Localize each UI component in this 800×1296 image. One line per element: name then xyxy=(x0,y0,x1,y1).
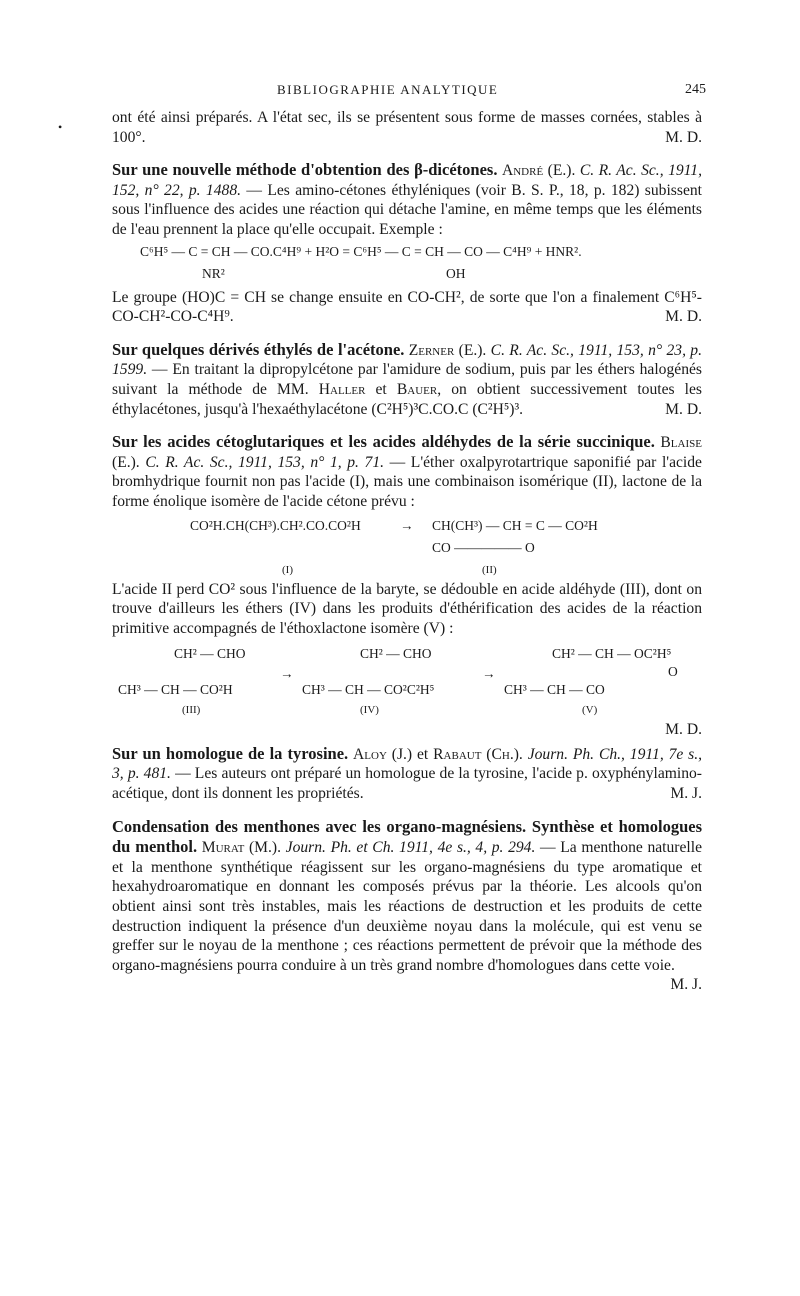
entry-author-2: Rabaut (Ch.). xyxy=(433,745,523,763)
entry-paragraph xyxy=(112,432,702,511)
entry-body-a: — En traitant la dipropylcétone par l'amidure de sodium, puis par les éthers halogénés suivant la méthode de MM. xyxy=(112,361,702,398)
formula-iv-top: CH² — CHO xyxy=(360,646,432,662)
label-v: (V) xyxy=(582,704,598,717)
entry-author: Zerner (E.). xyxy=(408,341,487,359)
intro-text: ont été ainsi préparés. A l'état sec, ils se présentent sous forme de masses cornées, stables à 100°. xyxy=(112,109,702,146)
formula-i: CO²H.CH(CH³).CH².CO.CO²H xyxy=(190,517,361,533)
entry-body-2: L'acide II perd CO² sous l'influence de la baryte, se dédouble en acide aldéhyde (III), dont on trouve d'ailleurs les éthers (IV) dans les produits d'éthérification des acides de la réaction primitive accompagnés de l'éthoxlactone isomère (V) : xyxy=(112,580,702,637)
entry-body-c: on obtient successivement toutes les éthylacétones, jusqu'à l'hexaéthylacétone (C²H⁵)³C.CO.C (C²H⁵)³. xyxy=(112,380,702,418)
entry-beta-dicetones xyxy=(112,160,702,327)
equation-block xyxy=(112,244,702,288)
entry-body: — L'éther oxalpyrotartrique saponifié par l'acide bromhydrique fournit non pas l'acide (I), mais une combinaison isomérique (II), lactone de la forme énolique isomère de l'acide cétone prévu : xyxy=(112,453,702,510)
entry-paragraph xyxy=(112,340,702,419)
label-iv: (IV) xyxy=(360,704,379,717)
entry-and: et xyxy=(417,745,429,763)
entry-body: — Les auteurs ont préparé un homologue de la tyrosine, l'acide p. oxyphénylamino-acétique, dont ils donnent les propriétés. xyxy=(112,765,702,803)
formula-v-bottom: CH³ — CH — CO xyxy=(504,682,605,698)
page-body xyxy=(112,80,706,995)
equation: C⁶H⁵ — C = CH — CO.C⁴H⁹ + H²O = C⁶H⁵ — C = CH — CO — C⁴H⁹ + HNR². xyxy=(140,243,582,259)
entry-name-haller: Haller xyxy=(318,380,366,398)
entry-author: Murat (M.). xyxy=(201,839,282,857)
substituent-nr2: NR² xyxy=(202,265,225,281)
arrow: → xyxy=(400,517,414,533)
entry-author: Blaise (E.). xyxy=(112,434,702,471)
reaction-scheme-1 xyxy=(112,518,702,580)
entry-title: Condensation des menthones avec les organo-magnésiens. Synthèse et homologues du menthol. xyxy=(112,816,702,857)
formula-iii-bottom: CH³ — CH — CO²H xyxy=(118,682,233,698)
entry-tyrosine xyxy=(112,744,702,804)
label-ii: (II) xyxy=(482,563,497,576)
entry-ethyl-acetone xyxy=(112,340,702,419)
entry-citation: Journ. Ph. et Ch. 1911, 4e s., 4, p. 294. xyxy=(285,839,536,857)
entry-initials: M. J. xyxy=(670,976,702,994)
page-number: 245 xyxy=(685,82,706,97)
entry-citation: Journ. Ph. Ch., 1911, 7e s., 3, p. 481. xyxy=(112,745,703,783)
entry-initials: M. J. xyxy=(670,785,702,803)
entry-paragraph-2 xyxy=(112,288,702,327)
substituent-oh: OH xyxy=(446,265,466,281)
formula-v-oxygen: O xyxy=(668,664,678,680)
formula-ii-bottom: CO ————— O xyxy=(432,539,535,555)
label-iii: (III) xyxy=(182,704,201,717)
formula-v-top: CH² — CH — OC²H⁵ xyxy=(552,646,672,662)
entry-body: — La menthone naturelle et la menthone synthétique réagissent sur les organo-magnésiens du type aromatique et hexahydroaromatique en donnant les composés prévus par la théorie. Les alcools qu'on obtient ainsi sont très instables, mais les réactions de destruction et les produits de cette destruction indiquent la présence d'un deuxième noyau dans la molécule, qui est venu se greffer sur le noyau de la menthone ; ces réactions permettent de prévoir que la méthode des organo-magnésiens pourra conduire à un très grand nombre d'homologues dans cette voie. xyxy=(112,839,703,974)
entry-cetoglutariques xyxy=(112,432,702,740)
entry-initials: M. D. xyxy=(665,308,702,326)
margin-mark: • xyxy=(58,120,63,134)
entry-title: Sur les acides cétoglutariques et les acides aldéhydes de la série succinique. xyxy=(112,432,655,452)
entry-paragraph xyxy=(112,816,703,994)
entry-paragraph xyxy=(112,160,702,239)
entry-citation: C. R. Ac. Sc., 1911, 152, n° 22, p. 1488. xyxy=(112,162,702,199)
entry-body: — Les amino-cétones éthyléniques (voir B. S. P., 18, p. 182) subissent sous l'influence des acides une réaction qui détache l'amine, en même temps que les éléments de l'eau prennent la place qu'elle occupait. Exemple : xyxy=(112,181,702,238)
running-head xyxy=(112,80,706,102)
arrow-2: → xyxy=(482,666,496,682)
intro-initials: M. D. xyxy=(665,128,702,146)
entry-initials: M. D. xyxy=(665,400,702,418)
intro-paragraph xyxy=(112,108,702,147)
entry-paragraph xyxy=(112,744,702,804)
entry-menthones xyxy=(112,817,702,995)
formula-ii-top: CH(CH³) — CH = C — CO²H xyxy=(432,517,598,533)
reaction-scheme-2 xyxy=(112,646,702,720)
entry-title: Sur quelques dérivés éthylés de l'acétone. xyxy=(112,339,405,359)
arrow-1: → xyxy=(280,666,294,682)
entry-paragraph-2 xyxy=(112,580,702,639)
entry-citation: C. R. Ac. Sc., 1911, 153, n° 1, p. 71. xyxy=(145,453,385,471)
entry-body-b: et xyxy=(375,380,387,398)
running-title: BIBLIOGRAPHIE ANALYTIQUE xyxy=(277,82,499,97)
formula-iii-top: CH² — CHO xyxy=(174,646,246,662)
entry-initials-line xyxy=(112,720,702,740)
entry-name-bauer: Bauer, xyxy=(396,380,442,398)
entry-citation: C. R. Ac. Sc., 1911, 153, n° 23, p. 1599. xyxy=(112,341,702,379)
entry-author-1: Aloy (J.) xyxy=(353,745,413,763)
entry-title: Sur une nouvelle méthode d'obtention des β-dicétones. xyxy=(112,160,498,180)
label-i: (I) xyxy=(282,563,293,576)
formula-iv-bottom: CH³ — CH — CO²C²H⁵ xyxy=(302,682,435,698)
entry-body-2: Le groupe (HO)C = CH se change ensuite en CO-CH², de sorte que l'on a finalement C⁶H⁵-CO-CH²-CO-C⁴H⁹. xyxy=(112,288,702,326)
entry-author: André (E.). xyxy=(501,162,576,180)
entry-initials: M. D. xyxy=(665,721,702,739)
entry-title: Sur un homologue de la tyrosine. xyxy=(112,743,349,763)
